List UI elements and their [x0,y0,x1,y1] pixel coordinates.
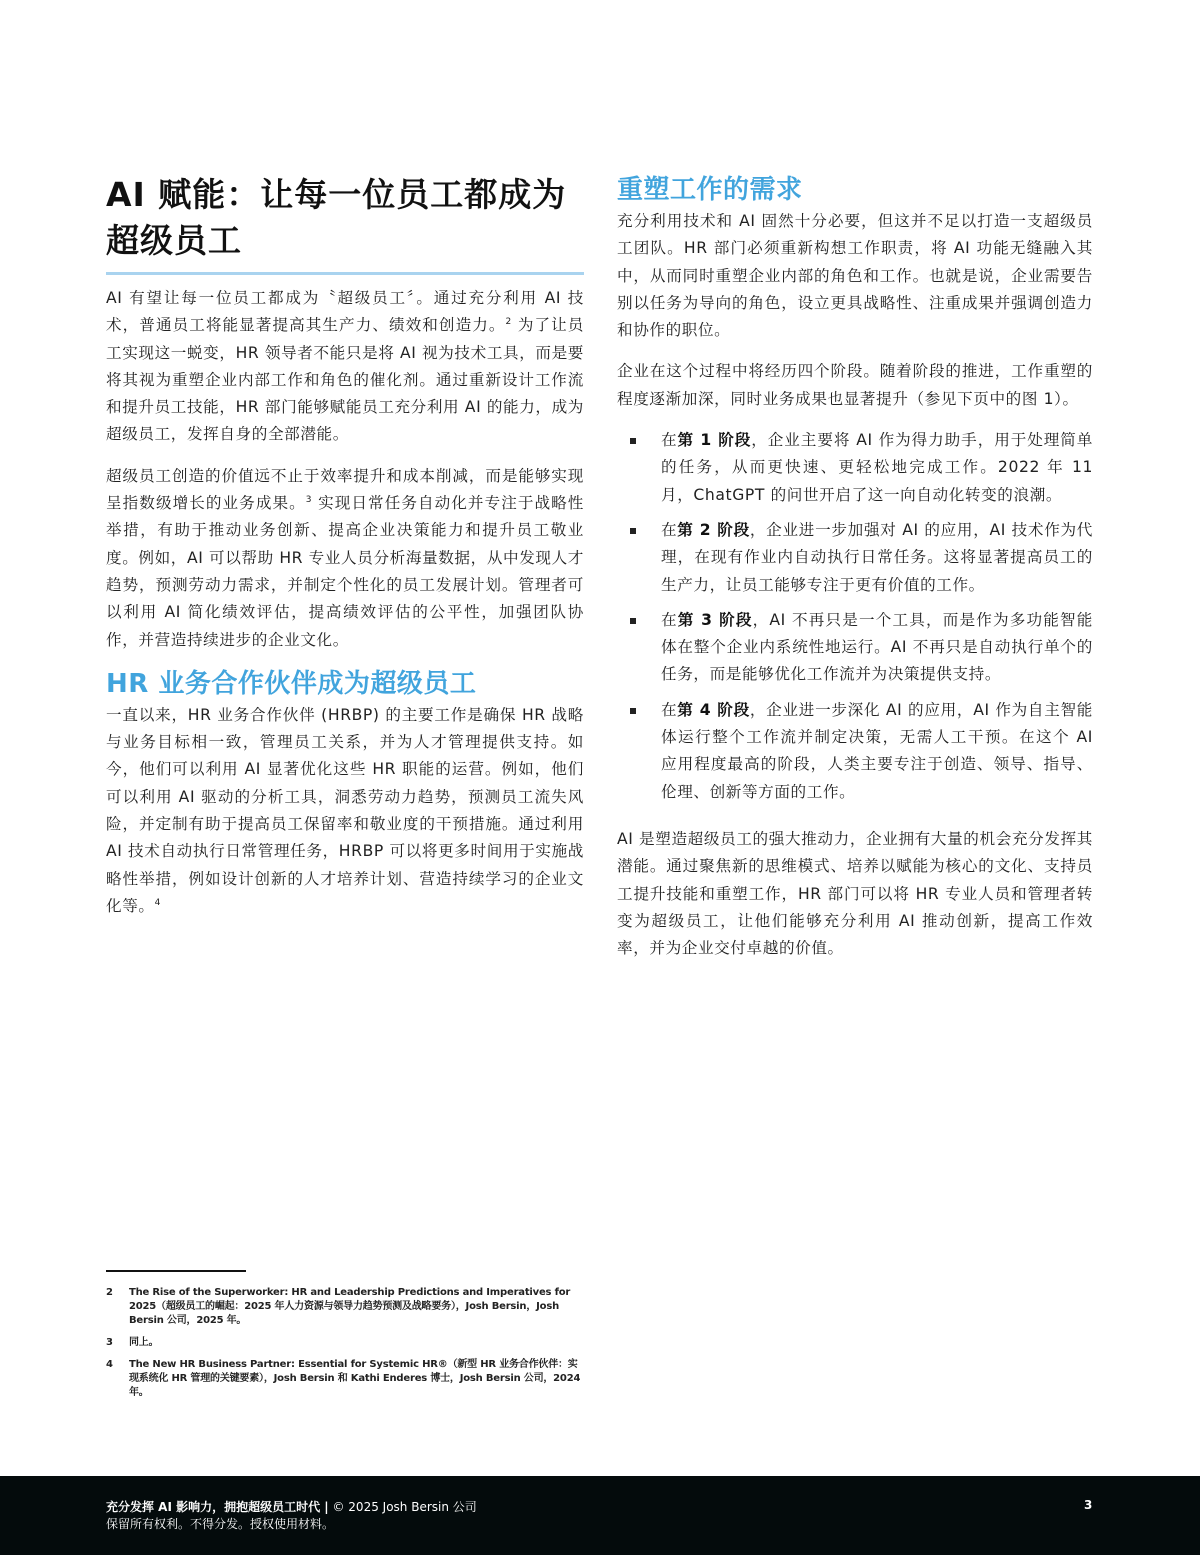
footnote-ref-4[interactable]: 4 [154,897,161,908]
value-paragraph [106,463,584,654]
footnotes [106,1270,586,1408]
stage-text: ，企业进一步深化 AI 的应用，AI 作为自主智能体运行整个工作流并制定决策，无需人工干预。在这个 AI 应用程度最高的阶段，人类主要专注于创造、领导、指导、伦理、创新等方面的工作。 [661,700,1093,801]
intro-text-a: AI 有望让每一位员工都成为〝超级员工〞。通过充分利用 AI 技术，普通员工将能显著提高其生产力、绩效和创造力。 [106,289,584,335]
square-bullet-icon [630,528,636,534]
stage-text: ，企业进一步加强对 AI 的应用，AI 技术作为代理，在现有作业内自动执行日常任务。这将显著提高员工的生产力，让员工能够专注于更有价值的工作。 [661,520,1093,594]
stage-item-2 [617,517,1093,599]
square-bullet-icon [630,438,636,444]
stage-prefix: 在 [661,431,678,450]
reshape-paragraph-1: 充分利用技术和 AI 固然十分必要，但这并不足以打造一支超级员工团队。HR 部门必须重新构想工作职责，将 AI 功能无缝融入其中，从而同时重塑企业内部的角色和工作。也就是说，企业需要告别以任务为导向的角色，设立更具战略性、注重成果并强调创造力和协作的职位。 [617,212,1093,340]
footnote-text: 同上。 [129,1337,159,1348]
stage-prefix: 在 [661,700,678,719]
footnote-item [106,1358,586,1400]
right-column [617,172,1093,962]
value-text-b: 实现日常任务自动化并专注于战略性举措，有助于推动业务创新、提高企业决策能力和提升员工敬业度。例如，AI 可以帮助 HR 专业人员分析海量数据，从中发现人才趋势，预测劳动力需求，并制定个性化的员工发展计划。管理者可以利用 AI 简化绩效评估，提高绩效评估的公平性，加强团队协作，并营造持续进步的企业文化。 [106,494,584,649]
stage-label: 第 4 阶段 [677,700,750,719]
conclusion-paragraph: AI 是塑造超级员工的强大推动力，企业拥有大量的机会充分发挥其潜能。通过聚焦新的思维模式、培养以赋能为核心的文化、支持员工提升技能和重塑工作，HR 部门可以将 HR 专业人员和管理者转变为超级员工，让他们能够充分利用 AI 推动创新，提高工作效率，并为企业交付卓越的价值。 [617,829,1093,958]
square-bullet-icon [630,618,636,624]
footnote-text: The Rise of the Superworker: HR and Leadership Predictions and Imperatives for 2025（超级员工的崛起：2025 年人力资源与领导力趋势预测及战略要务），Josh Bersin，Josh Bersin 公司，2025 年。 [129,1287,571,1326]
stage-label: 第 3 阶段 [677,610,753,629]
stage-text: ，企业主要将 AI 作为得力助手，用于处理简单的任务，从而更快速、更轻松地完成工作。2022 年 11 月，ChatGPT 的问世开启了这一向自动化转变的浪潮。 [661,431,1094,504]
stage-item-1 [617,427,1093,509]
hrbp-text: 一直以来，HR 业务合作伙伴 (HRBP) 的主要工作是确保 HR 战略与业务目标相一致，管理员工关系，并为人才管理提供支持。如今，他们可以利用 AI 显著优化这些 HR 职能的运营。例如，他们可以利用 AI 驱动的分析工具，洞悉劳动力趋势，预测员工流失风险，并定制有助于提高员工保留率和敬业度的干预措施。通过利用 AI 技术自动执行日常管理任务，HRBP 可以将更多时间用于实施战略性举措，例如设计创新的人才培养计划、营造持续学习的企业文化等。 [106,705,584,915]
section-heading-hrbp: HR 业务合作伙伴成为超级员工 [106,668,477,699]
footer-copyright: © 2025 Josh Bersin 公司 [328,1500,477,1514]
stage-prefix: 在 [661,610,678,629]
footnote-ref-2[interactable]: 2 [505,317,512,328]
stages-list [617,427,1093,806]
page-title: AI 赋能：让每一位员工都成为超级员工 [106,175,567,260]
footnote-text: The New HR Business Partner: Essential for Systemic HR®（新型 HR 业务合作伙伴：实现系统化 HR 管理的关键要素），Josh Bersin 和 Kathi Enderes 博士，Josh Bersin 公司，2024 年。 [129,1359,581,1398]
intro-paragraph [106,285,584,449]
stage-item-3 [617,607,1093,689]
footnote-divider [106,1270,246,1272]
section-heading-reshape-work: 重塑工作的需求 [617,175,803,205]
hrbp-paragraph [106,702,584,920]
footer-rights: 保留所有权利。不得分发。授权使用材料。 [106,1517,335,1531]
stage-label: 第 2 阶段 [677,520,750,539]
footnote-ref-3[interactable]: 3 [305,495,313,506]
square-bullet-icon [630,708,636,714]
page-footer [0,1476,1200,1555]
stage-label: 第 1 阶段 [677,431,752,450]
value-text-a: 超级员工创造的价值远不止于效率提升和成本削减，而是能够实现呈指数级增长的业务成果。 [106,466,584,513]
footer-title: 充分发挥 AI 影响力，拥抱超级员工时代 | [106,1500,329,1514]
stage-prefix: 在 [661,520,678,539]
left-column [106,172,584,920]
footnote-item [106,1286,586,1328]
intro-text-b: 为了让员工实现这一蜕变，HR 领导者不能只是将 AI 视为技术工具，而是要将其视为重塑企业内部工作和角色的催化剂。通过重新设计工作流和提升员工技能，HR 部门能够赋能员工充分利用 AI 的能力，成为超级员工，发挥自身的全部潜能。 [106,316,584,444]
footnote-number: 2 [106,1287,113,1298]
footnote-number: 3 [106,1337,113,1348]
footnote-number: 4 [106,1359,113,1370]
title-divider [106,272,584,275]
stage-item-4 [617,697,1093,806]
footer-title-line [106,1498,477,1515]
footnote-item [106,1336,586,1350]
page-number: 3 [1084,1498,1093,1512]
reshape-paragraph-2: 企业在这个过程中将经历四个阶段。随着阶段的推进，工作重塑的程度逐渐加深，同时业务成果也显著提升（参见下页中的图 1）。 [617,362,1093,408]
stage-text: ，AI 不再只是一个工具，而是作为多功能智能体在整个企业内系统性地运行。AI 不再只是自动执行单个的任务，而是能够优化工作流并为决策提供支持。 [661,610,1093,684]
